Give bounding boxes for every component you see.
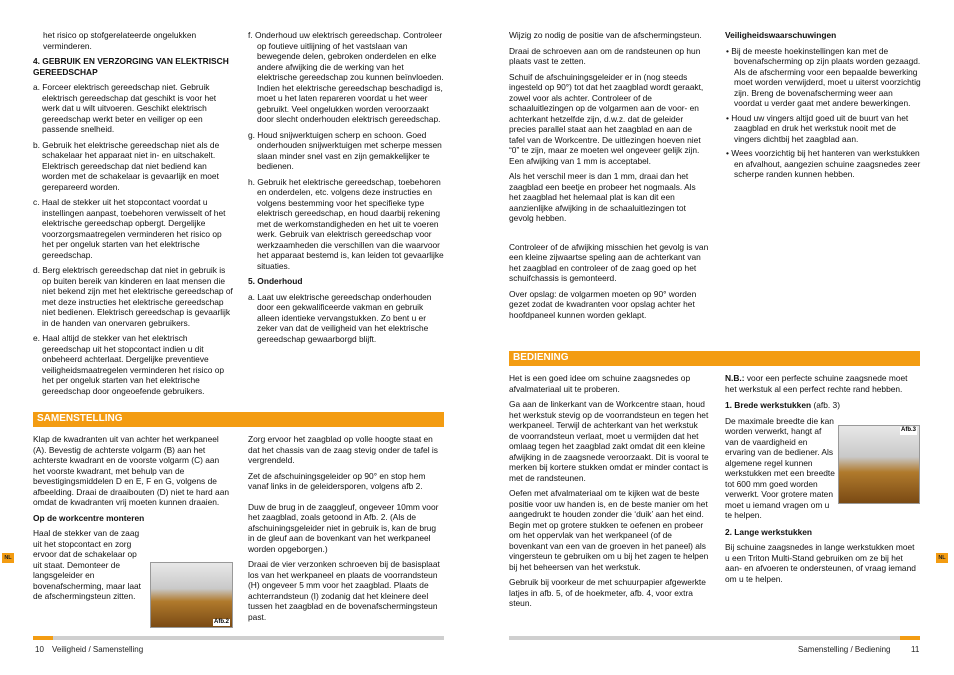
footer-bar-left bbox=[33, 636, 444, 640]
right-para: Draai de schroeven aan om de randsteunen op hun plaats vast te zetten. bbox=[509, 45, 701, 66]
section-header-samenstelling: SAMENSTELLING bbox=[33, 412, 444, 426]
samenstelling-col2 bbox=[248, 434, 444, 627]
samenstelling-para: Klap de kwadranten uit van achter het werkpaneel (A). Bevestig de achterste volgarm (B) aan het achterste kwadrant en de voorste volgarm (C) aan het voorste kwadrant, met behulp van de bevestigingsmiddelen D en E, F en G, volgens de afbeelding. Draai de draaibouten (D) niet te hard aan omdat de kwadranten vrij moeten kunnen draaien. bbox=[33, 434, 230, 507]
left-col1 bbox=[33, 30, 233, 401]
footer-text-left: Veiligheid / Samenstelling bbox=[52, 645, 144, 654]
bediening-para: Oefen met afvalmateriaal om te kijken wat de beste positie voor uw handen is, en de beste manier om het aangedrukt te houden zonder die ‘duik’ aan het eind. Begin met op grotere stukken te oefenen en probeer om het oppervlak van het werkpaneel (of de bovenkant van een van de groeven in het paneel) als vingersteun te gebruiken om u bij het zagen te helpen bij het beheersen van het werkstuk. bbox=[509, 488, 709, 572]
right-para: Als het verschil meer is dan 1 mm, draai dan het zaagblad een beetje en probeer het nogmaals. Als het zaagblad het helemaal plat is kan dit een aanzienlijke afwijking in de schaaluitlezingen tot gevolg hebben. bbox=[509, 171, 696, 223]
list-item: • Wees voorzichtig bij het hanteren van werkstukken en afvalhout, aangezien schuine zaagsnedes zeer scherpe randen kunnen hebben. bbox=[726, 148, 921, 179]
page-number-left: 10 bbox=[35, 645, 44, 654]
left-col2 bbox=[248, 30, 444, 349]
nb-note bbox=[725, 373, 921, 394]
bediening-para: Het is een goed idee om schuine zaagsnedes op afvalmateriaal uit te proberen. bbox=[509, 373, 691, 394]
right-col3 bbox=[509, 30, 709, 325]
footer-bar-right bbox=[509, 636, 920, 640]
figure-label: Afb.3 bbox=[901, 427, 916, 433]
sub1-ref: (afb. 3) bbox=[811, 400, 840, 410]
orange-rule bbox=[33, 426, 444, 427]
samenstelling-para: Haal de stekker van de zaag uit het stopcontact en zorg ervoor dat de schakelaar op uit staat. Demonteer de langsgeleider en bovenafscherming, maar laat de afschermingsteun zitten. bbox=[33, 528, 141, 601]
footer-text-right: Samenstelling / Bediening bbox=[798, 645, 891, 654]
sub1-heading bbox=[725, 400, 921, 411]
list-item: a. Laat uw elektrische gereedschap onderhouden door een gekwalificeerde vakman en gebruik alleen identieke vervangstukken. Zo bent u er zeker van dat de veiligheid van het elektrische gereedschap gewaarborgd blijft. bbox=[248, 291, 432, 344]
section5-title: 5. Onderhoud bbox=[248, 276, 303, 286]
footer-accent-right bbox=[900, 636, 920, 640]
bediening-para: Ga aan de linkerkant van de Workcentre staan, houd het werkstuk stevig op de voorrandsteun en tegen het werkpaneel. Terwijl de achterkant van het werkstuk de voorrandsteun verlaat, moet u vermijden dat het omlaag tegen het zaagblad zakt omdat dit een kleine afwijking in de zaagsnede veroorzaakt. Dit is vooral te merken bij kortere stukken omdat er minder contact is met de randsteunen. bbox=[509, 399, 709, 483]
sub1-title: 1. Brede werkstukken bbox=[725, 400, 812, 410]
bediening-col3 bbox=[509, 373, 709, 614]
safety-warnings-title: Veiligheidswaarschuwingen bbox=[725, 30, 837, 40]
figure-afb3 bbox=[838, 425, 920, 504]
list-item: c. Haal de stekker uit het stopcontact voordat u instellingen aanpast, toebehoren verwisselt of het elektrische gereedschap opbergt. Dergelijke voorzorgsmaatregelen verminderen het risico op het per ongeluk starten van het elektrische gereedschap. bbox=[33, 197, 226, 260]
bullet-text: Wees voorzichtig bij het hanteren van werkstukken en afvalhout, aangezien schuine zaagsnedes zeer scherpe randen kunnen hebben. bbox=[731, 148, 921, 179]
section-header-bediening: BEDIENING bbox=[509, 351, 920, 365]
sub2-title: 2. Lange werkstukken bbox=[725, 526, 813, 537]
footer-accent-left bbox=[33, 636, 53, 640]
safety-warnings-list bbox=[725, 46, 921, 180]
sub1-text: De maximale breedte die kan worden verwerkt, hangt af van de vaardigheid en ervaring van de bediener. Als algemene regel kunnen werkstukken met een breedte tot 600 mm goed worden verwerkt. Voor grotere maten moet u iemand vragen om u te helpen. bbox=[725, 415, 835, 520]
right-para: Schuif de afschuiningsgeleider er in (nog steeds ingesteld op 90°) tot dat het zaagblad wordt geraakt, zowel voor als achter. Controleer of de schaaluitlezingen op de volgarmen aan de voor- en achterkant hetzelfde zijn, d.w.z. dat de geleider precies parallel staat aan het zaagblad en aan de tafel van de Workcentre. De uitlezingen hoeven niet “0” te zijn, maar ze moeten wel ongeveer gelijk zijn. Een afwijking van 1 mm is acceptabel. bbox=[509, 71, 704, 166]
language-tab-left: NL bbox=[2, 553, 14, 563]
right-para: Over opslag: de volgarmen moeten op 90° worden gezet zodat de kwadranten voor opslag achter het hoofdpaneel kunnen worden geklapt. bbox=[509, 288, 697, 320]
list-item: • Houd uw vingers altijd goed uit de buurt van het zaagblad en druk het werkstuk nooit met de vingers dichtbij het zaagblad aan. bbox=[726, 112, 909, 144]
list-item: f. Onderhoud uw elektrisch gereedschap. Controleer op foutieve uitlijning of het vastslaan van bewegende delen, gebroken onderdelen en elke andere afwijking die de werking van het elektrische gereedschap zou kunnen beïnvloeden. Indien het elektrische gereedschap beschadigd is, moet u het laten repareren voordat u het weer gebruikt. Veel ongelukken worden veroorzaakt door slecht onderhouden elektrisch gereedschap. bbox=[248, 30, 444, 124]
right-col4 bbox=[725, 30, 921, 184]
samenstelling-para: Zorg ervoor het zaagblad op volle hoogte staat en dat het chassis van de zaag stevig onder de tafel is vergrendeld. bbox=[248, 434, 438, 465]
list-item: g. Houd snijwerktuigen scherp en schoon. Goed onderhouden snijwerktuigen met scherpe messen slaan minder snel vast en zijn gemakkelijker te bedienen. bbox=[248, 129, 442, 171]
bediening-para: Gebruik bij voorkeur de met schuurpapier afgewerkte latjes in afb. 5, of de hoekmeter, afb. 4, voor extra steun. bbox=[509, 577, 706, 608]
section4-title: 4. GEBRUIK EN VERZORGING VAN ELEKTRISCH GEREEDSCHAP bbox=[33, 56, 229, 77]
bullet-text: Bij de meeste hoekinstellingen kan met de bovenafscherming op zijn plaats worden gezaagd. Als de afscherming voor een bepaalde bewerking moet worden verwijderd, moet u uiterst voorzichtig zijn. Breng de bovenafscherming weer aan voordat u verder gaat met andere bewerkingen. bbox=[731, 45, 921, 108]
bullet-text: Houd uw vingers altijd goed uit de buurt van het zaagblad en druk het werkstuk nooit met de vingers dichtbij het zaagblad aan. bbox=[731, 112, 909, 144]
list-item: b. Gebruik het elektrische gereedschap niet als de schakelaar het apparaat niet in- en uitschakelt. Elektrisch gereedschap dat niet bediend kan worden met de schakelaar is gevaarlijk en moet gerepareerd worden. bbox=[33, 139, 220, 192]
language-tab-right: NL bbox=[936, 553, 948, 563]
figure-label: Afb.2 bbox=[214, 618, 229, 625]
right-para: Controleer of de afwijking misschien het gevolg is van een kleine zijwaartse speling aan de achterkant van het zaagblad en controleer of de zaag goed op het schuifchassis is gemonteerd. bbox=[509, 241, 709, 283]
samenstelling-para: Duw de brug in de zaaggleuf, ongeveer 10mm voor het zaagblad, zoals getoond in Afb. 2. (Als de afschuiningsgeleider niet in gebruik is, kan de brug in de gleuf aan de bovenkant van het werkpaneel worden opgeborgen.) bbox=[248, 501, 439, 554]
page-number-right: 11 bbox=[911, 645, 920, 654]
list-item: a. Forceer elektrisch gereedschap niet. Gebruik elektrisch gereedschap dat geschikt is voor het werk dat u wilt uitvoeren. Geschikt elektrisch gereedschap werkt beter en veiliger op een passende snelheid. bbox=[33, 82, 217, 134]
figure-afb2 bbox=[150, 562, 233, 628]
orange-rule bbox=[509, 365, 920, 366]
subhead-op-de-workcentre: Op de workcentre monteren bbox=[33, 512, 145, 523]
samenstelling-para: Draai de vier verzonken schroeven bij de basisplaat los van het werkpaneel en plaats de voorrandsteun (H) ongeveer 5 mm voor het zaagblad. Plaats de achterrandsteun (I) zodanig dat het kleinere deel tussen het zaagblad en de bovenafschermingsteun past. bbox=[248, 559, 440, 622]
list-item: e. Haal altijd de stekker van het elektrisch gereedschap uit het stopcontact indien u dit onbeheerd achterlaat. Dergelijke preventieve veiligheidsmaatregelen verminderen het risico op het per ongeluk starten van het elektrische gereedschap door ongeoefende gebruikers. bbox=[33, 333, 225, 396]
samenstelling-para: Zet de afschuiningsgeleider op 90° en stop hem vanaf links in de geleidersporen, volgens afb 2. bbox=[248, 470, 426, 491]
list-item: d. Berg elektrisch gereedschap dat niet in gebruik is op buiten bereik van kinderen en laat mensen die niet bekend zijn met het elektrische gereedschap of met deze instructies het elektrische gereedschap niet bedienen. Elektrisch gereedschap is gevaarlijk in de handen van onervaren gebruikers. bbox=[33, 265, 233, 328]
nb-text: voor een perfecte schuine zaagsnede moet het werkstuk al een perfect rechte rand hebben. bbox=[725, 373, 908, 394]
intro-line: het risico op stofgerelateerde ongelukken verminderen. bbox=[43, 30, 197, 51]
nb-label: N.B.: bbox=[725, 373, 745, 383]
right-para: Wijzig zo nodig de positie van de afschermingsteun. bbox=[509, 30, 702, 40]
list-item: • Bij de meeste hoekinstellingen kan met de bovenafscherming op zijn plaats worden gezaagd. Als de afscherming voor een bepaalde bewerking moet worden verwijderd, moet u uiterst voorzichtig zijn. Breng de bovenafscherming weer aan voordat u verder gaat met andere bewerkingen. bbox=[726, 45, 921, 108]
sub2-text: Bij schuine zaagsnedes in lange werkstukken moet u een Triton Multi-Stand gebruiken om ze bij het aan- en afvoeren te ondersteunen, of vraag iemand om u te helpen. bbox=[725, 542, 916, 584]
list-item: h. Gebruik het elektrische gereedschap, toebehoren en onderdelen, etc. volgens deze instructies en volgens bestemming voor het specifieke type elektrisch gereedschap, en houd daarbij rekening met de werkomstandigheden en het uit te voeren werk. Gebruik van elektrisch gereedschap voor werkzaamheden die verschillen van die waarvoor het apparaat bestemd is, kan leiden tot gevaarlijke situaties. bbox=[248, 176, 444, 271]
